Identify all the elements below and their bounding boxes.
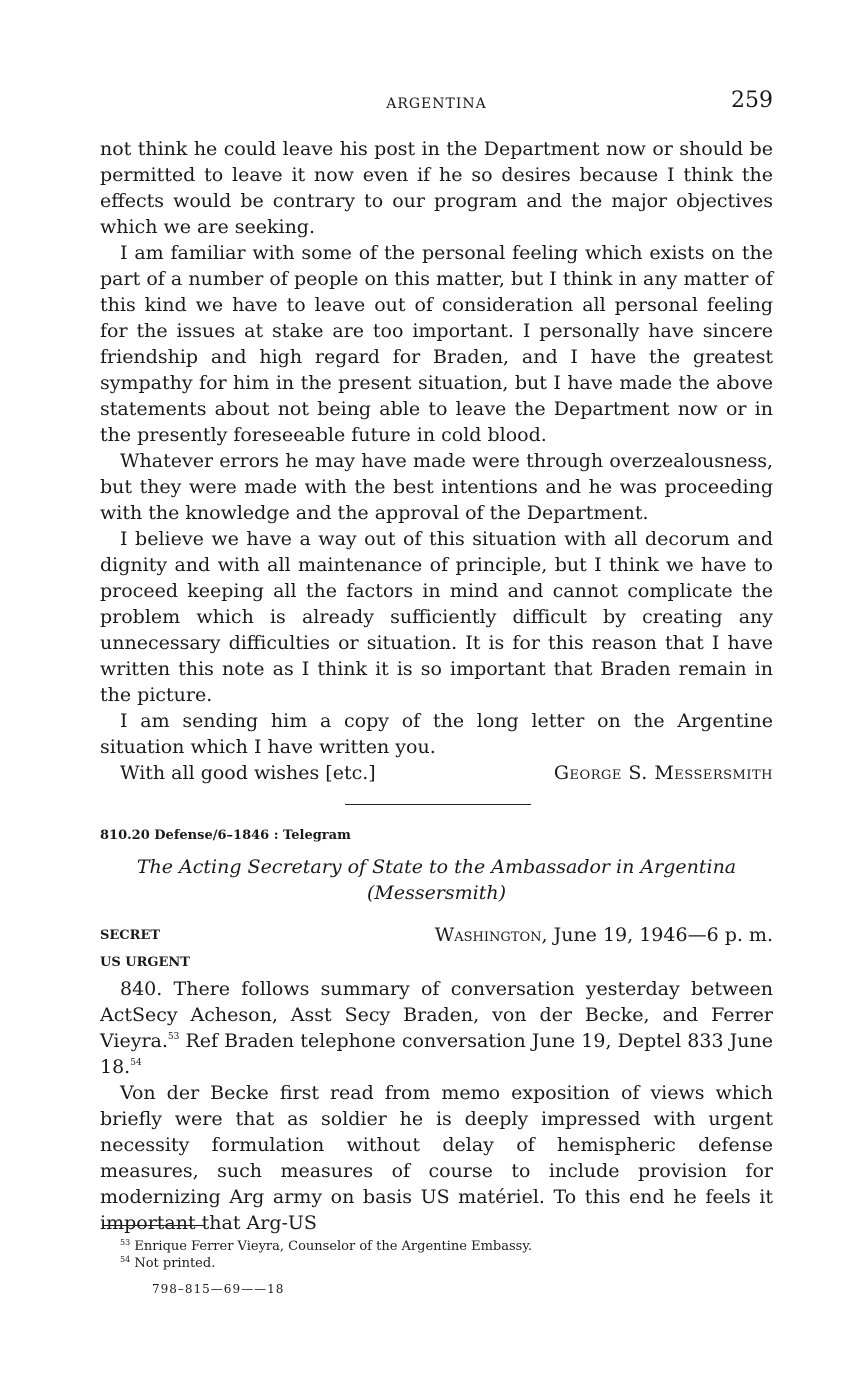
footnote (120, 1255, 532, 1272)
running-title: ARGENTINA (386, 96, 487, 112)
footnote-text: Not printed. (134, 1256, 216, 1271)
file-reference: 810.20 Defense/6–1846 : Telegram (100, 828, 351, 843)
title-line-1: The Acting Secretary of State to the Ambassador in Argentina (136, 856, 737, 878)
paragraph (100, 976, 773, 1080)
footnote-number: 54 (120, 1255, 131, 1264)
footnote-ref: 53 (167, 1032, 180, 1042)
signature: George S. Messersmith (553, 762, 773, 784)
dateline-place: Washington (434, 924, 542, 946)
page-number: 259 (731, 88, 773, 113)
paragraph: not think he could leave his post in the Department now or should be permitted to leave it now even if he so desires because I think the effects would be contrary to our program and the major objectives which we are seeking. (100, 138, 773, 238)
page-header (100, 88, 773, 118)
dateline-date: , June 19, 1946—6 p. m. (541, 924, 773, 946)
footnote-text: Enrique Ferrer Vieyra, Counselor of the Argentine Embassy. (134, 1239, 533, 1254)
footnote-ref: 54 (130, 1058, 142, 1068)
footnote-number: 53 (120, 1238, 131, 1247)
section-divider (345, 804, 531, 805)
paragraph: Von der Becke first read from memo exposition of views which briefly were that as soldier he is deeply impressed with urgent necessity formulation without delay of hemispheric defense measures, such measures of course to include provision for modernizing Arg army on basis US matériel. To this end he feels it important that Arg-US (100, 1082, 773, 1234)
document-title (100, 854, 773, 906)
paragraph: I believe we have a way out of this situation with all decorum and dignity and with all maintenance of principle, but I think we have to proceed keeping all the factors in mind and cannot complicate the problem which is already sufficiently difficult by creating any unnecessary difficulties or situation. It is for this reason that I have written this note as I think it is so important that Braden remain in the picture. (100, 528, 773, 706)
classification: SECRET (100, 928, 161, 943)
closing: With all good wishes [etc.] (120, 762, 376, 784)
paragraph: I am familiar with some of the personal feeling which exists on the part of a number of people on this matter, but I think in any matter of this kind we have to leave out of consideration all personal feeling for the issues at stake are too important. I personally have sincere friendship and high regard for Braden, and I have the greatest sympathy for him in the present situation, but I have made the above statements about not being able to leave the Department now or in the presently foreseeable future in cold blood. (100, 242, 773, 446)
letter-body (100, 136, 773, 786)
telegram-meta (100, 924, 773, 950)
text-run: Ref Braden telephone conversation June 19, Deptel 833 June 18. (100, 1030, 773, 1078)
paragraph: I am sending him a copy of the long letter on the Argentine situation which I have written you. (100, 710, 773, 758)
telegram-body (100, 976, 773, 1236)
title-line-2: (Messersmith) (366, 882, 507, 904)
priority: US URGENT (100, 955, 190, 970)
footnotes (120, 1238, 532, 1272)
signoff-line (100, 760, 773, 786)
footnote (120, 1238, 532, 1255)
footnote-rule (102, 1225, 204, 1226)
dateline (435, 924, 773, 946)
paragraph: Whatever errors he may have made were through overzealousness, but they were made with the best intentions and he was proceeding with the knowledge and the approval of the Department. (100, 450, 773, 524)
text-run: 840. There follows summary of conversation yesterday between ActSecy Acheson, Asst Secy Braden, von der Becke, and Ferrer Vieyra. (100, 978, 773, 1052)
print-code: 798–815—69——18 (152, 1282, 285, 1296)
